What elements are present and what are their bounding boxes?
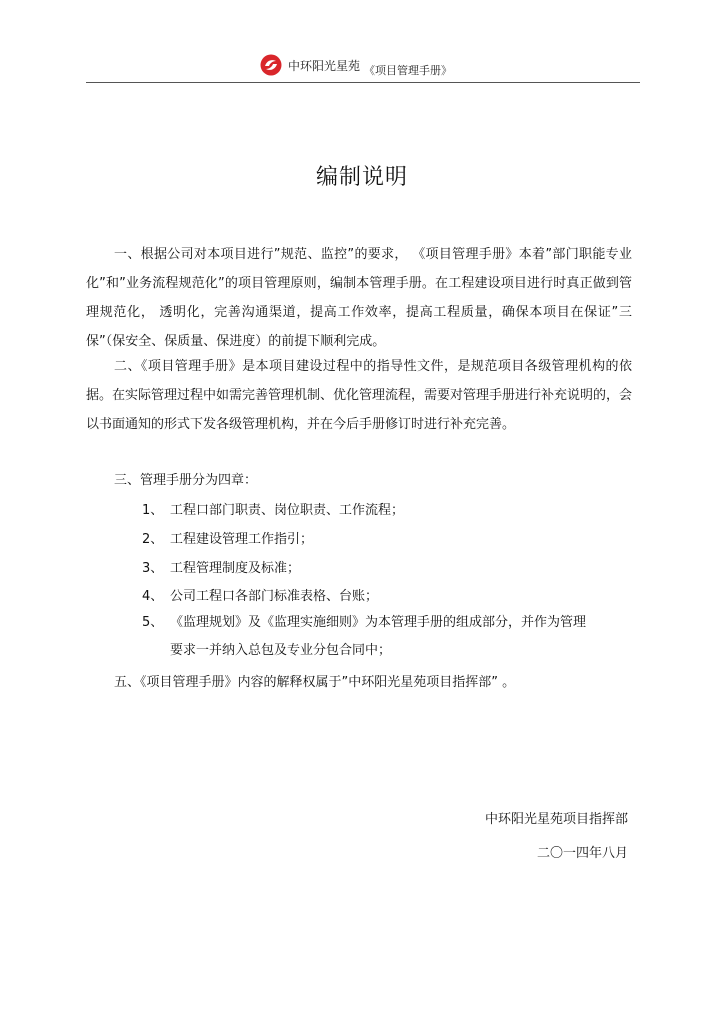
signature-date: 二〇一四年八月	[536, 846, 628, 861]
chapter-text: 《监理规划》及《监理实施细则》为本管理手册的组成部分，并作为管理	[170, 615, 587, 630]
chapter-item-1	[142, 496, 622, 525]
page-title: 编制说明	[315, 165, 408, 190]
paragraph-2: 二、《项目管理手册》是本项目建设过程中的指导性文件，是规范项目各级管理机构的依据。在实际管理过程中如需完善管理机制、优化管理流程，需要对管理手册进行补充说明的，会以书面通知的形式下发各级管理机构，并在今后手册修订时进行补充完善。	[86, 359, 633, 432]
signature-organization: 中环阳光星苑项目指挥部	[484, 812, 628, 827]
chapter-item-5-continuation: 要求一并纳入总包及专业分包合同中；	[170, 643, 392, 658]
document-name: 《项目管理手册》	[364, 64, 453, 77]
chapter-text: 工程管理制度及标准；	[170, 561, 301, 576]
chapter-text: 工程建设管理工作指引；	[170, 532, 314, 547]
paragraph-3: 三、管理手册分为四章：	[114, 473, 258, 488]
header-divider	[86, 82, 640, 83]
chapter-item-2	[142, 525, 622, 554]
chapter-number: 2、	[142, 532, 164, 547]
chapter-number: 3、	[142, 561, 164, 576]
chapter-text: 工程口部门职责、岗位职责、工作流程；	[170, 503, 405, 518]
chapter-number: 1、	[142, 503, 164, 518]
paragraph-5: 五、《项目管理手册》内容的解释权属于”中环阳光星苑项目指挥部” 。	[114, 675, 516, 690]
page-header	[260, 52, 452, 78]
chapter-text: 公司工程口各部门标准表格、台账；	[170, 589, 379, 604]
company-logo-icon	[260, 54, 282, 76]
brand-name: 中环阳光星苑	[288, 58, 361, 73]
chapter-number: 5、	[142, 615, 164, 630]
chapter-item-5	[142, 608, 622, 637]
chapter-item-4	[142, 582, 622, 611]
paragraph-1: 一、根据公司对本项目进行”规范、监控”的要求， 《项目管理手册》本着”部门职能专业化”和”业务流程规范化”的项目管理原则，编制本管理手册。在工程建设项目进行时真正做到管理规范化， 透明化，完善沟通渠道，提高工作效率，提高工程质量，确保本项目在保证”三保”（保安全、保质量、保进度）的前提下顺利完成。	[86, 247, 632, 349]
chapter-item-3	[142, 554, 622, 583]
chapter-number: 4、	[142, 589, 164, 604]
